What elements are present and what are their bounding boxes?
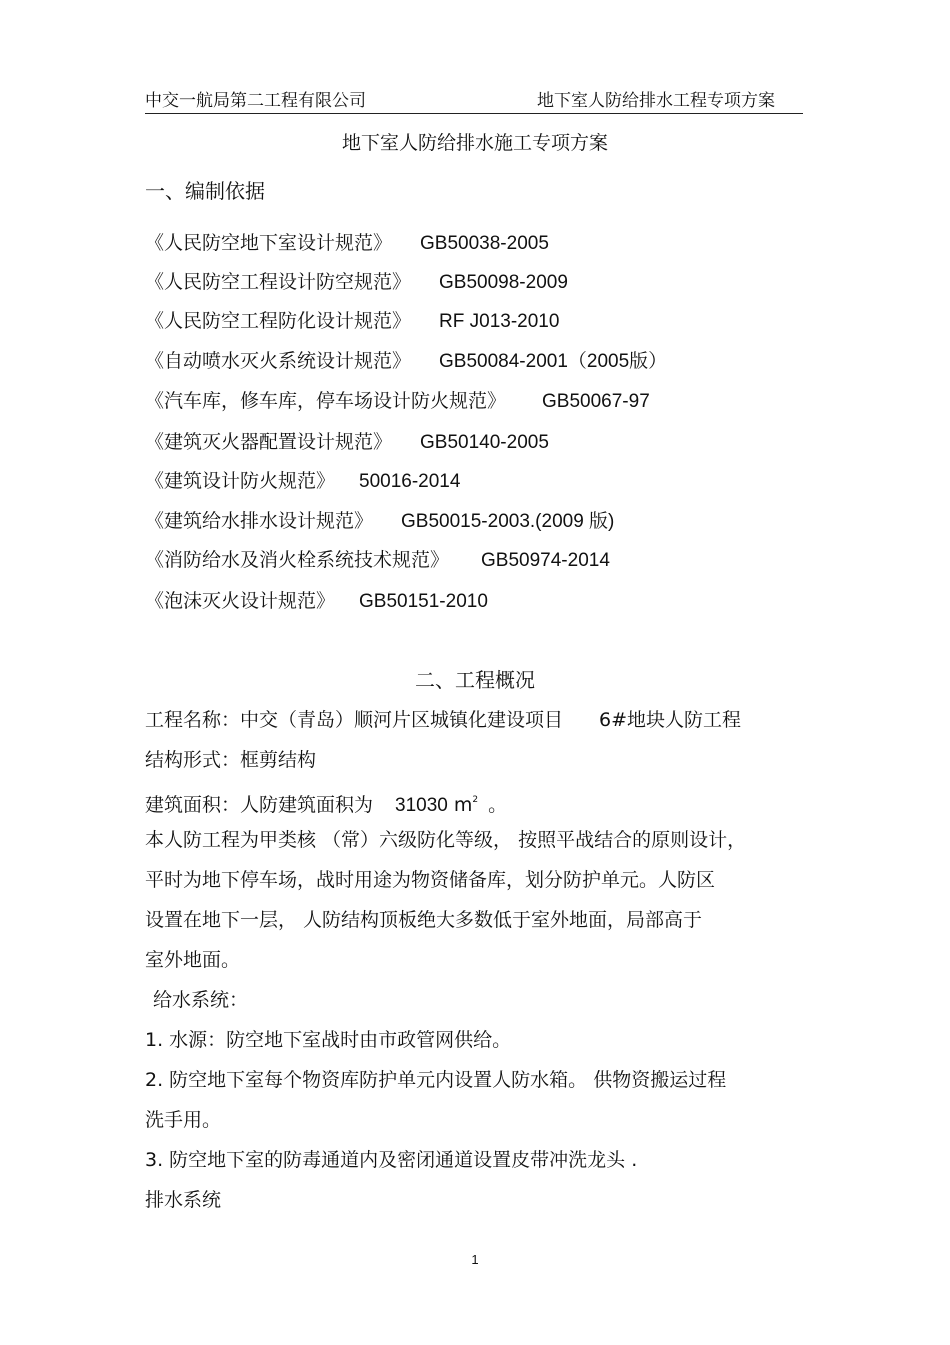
reference-name: 《建筑给水排水设计规范》 — [145, 510, 374, 532]
reference-code: RF J013-2010 — [439, 311, 560, 332]
project-name-label: 工程名称： — [145, 709, 241, 731]
reference-name: 《自动喷水灭火系统设计规范》 — [145, 350, 412, 372]
reference-item — [145, 468, 460, 495]
water-supply-item: 洗手用。 — [145, 1109, 222, 1131]
page-number: 1 — [471, 1252, 479, 1267]
reference-item — [145, 348, 667, 375]
water-supply-heading: 给水系统： — [153, 989, 249, 1011]
reference-item — [145, 269, 568, 296]
reference-code: 50016-2014 — [359, 471, 461, 492]
reference-name: 《建筑灭火器配置设计规范》 — [145, 431, 393, 453]
reference-item — [145, 388, 650, 415]
reference-item — [145, 547, 610, 574]
reference-code: GB50038-2005 — [420, 233, 549, 254]
project-name-line — [145, 707, 741, 733]
reference-name: 《人民防空地下室设计规范》 — [145, 232, 393, 254]
area-unit: m — [453, 794, 473, 816]
section-heading-overview: 二、工程概况 — [415, 668, 535, 692]
reference-item — [145, 508, 614, 535]
header-doc-title: 地下室人防给排水工程专项方案 — [537, 91, 775, 111]
water-supply-item: 2. 防空地下室每个物资库防护单元内设置人防水箱。 供物资搬运过程 — [145, 1069, 727, 1091]
area-label: 建筑面积：人防建筑面积为 — [145, 794, 374, 816]
project-name-suffix: 6#地块人防工程 — [599, 709, 742, 731]
structure-line: 结构形式：框剪结构 — [145, 749, 317, 771]
area-line — [145, 787, 507, 819]
area-unit-sup: 2 — [472, 795, 479, 805]
reference-item — [145, 230, 549, 257]
project-name-value: 中交（青岛）顺河片区城镇化建设项目 — [240, 709, 564, 731]
reference-name: 《人民防空工程防化设计规范》 — [145, 310, 412, 332]
section-heading-basis: 一、编制依据 — [145, 179, 265, 203]
description-line: 本人防工程为甲类核 （常）六级防化等级， 按照平战结合的原则设计， — [145, 829, 747, 851]
reference-code: GB50151-2010 — [359, 591, 488, 612]
reference-code: GB50015-2003.(2009 版) — [401, 511, 615, 532]
reference-code: GB50067-97 — [542, 391, 650, 412]
header-rule — [145, 113, 803, 114]
reference-name: 《泡沫灭火设计规范》 — [145, 590, 336, 612]
description-line: 室外地面。 — [145, 949, 241, 971]
reference-name: 《建筑设计防火规范》 — [145, 470, 336, 492]
drainage-heading: 排水系统 — [145, 1189, 222, 1211]
water-supply-item: 1. 水源：防空地下室战时由市政管网供给。 — [145, 1029, 512, 1051]
description-line: 平时为地下停车场，战时用途为物资储备库，划分防护单元。人防区 — [145, 869, 716, 891]
reference-item — [145, 308, 559, 335]
reference-item — [145, 429, 549, 456]
area-end: 。 — [488, 794, 508, 816]
reference-name: 《人民防空工程设计防空规范》 — [145, 271, 412, 293]
reference-code: GB50084-2001（2005版） — [439, 351, 668, 372]
description-line: 设置在地下一层， 人防结构顶板绝大多数低于室外地面，局部高于 — [145, 909, 703, 931]
reference-code: GB50098-2009 — [439, 272, 568, 293]
reference-code: GB50974-2014 — [481, 550, 610, 571]
area-value: 31030 — [395, 795, 448, 816]
document-title: 地下室人防给排水施工专项方案 — [341, 132, 608, 154]
water-supply-item: 3. 防空地下室的防毒通道内及密闭通道设置皮带冲洗龙头 . — [145, 1149, 638, 1171]
reference-item — [145, 588, 488, 615]
reference-code: GB50140-2005 — [420, 432, 549, 453]
reference-name: 《汽车库，修车库，停车场设计防火规范》 — [145, 390, 507, 412]
header-company: 中交一航局第二工程有限公司 — [145, 91, 366, 111]
reference-name: 《消防给水及消火栓系统技术规范》 — [145, 549, 450, 571]
